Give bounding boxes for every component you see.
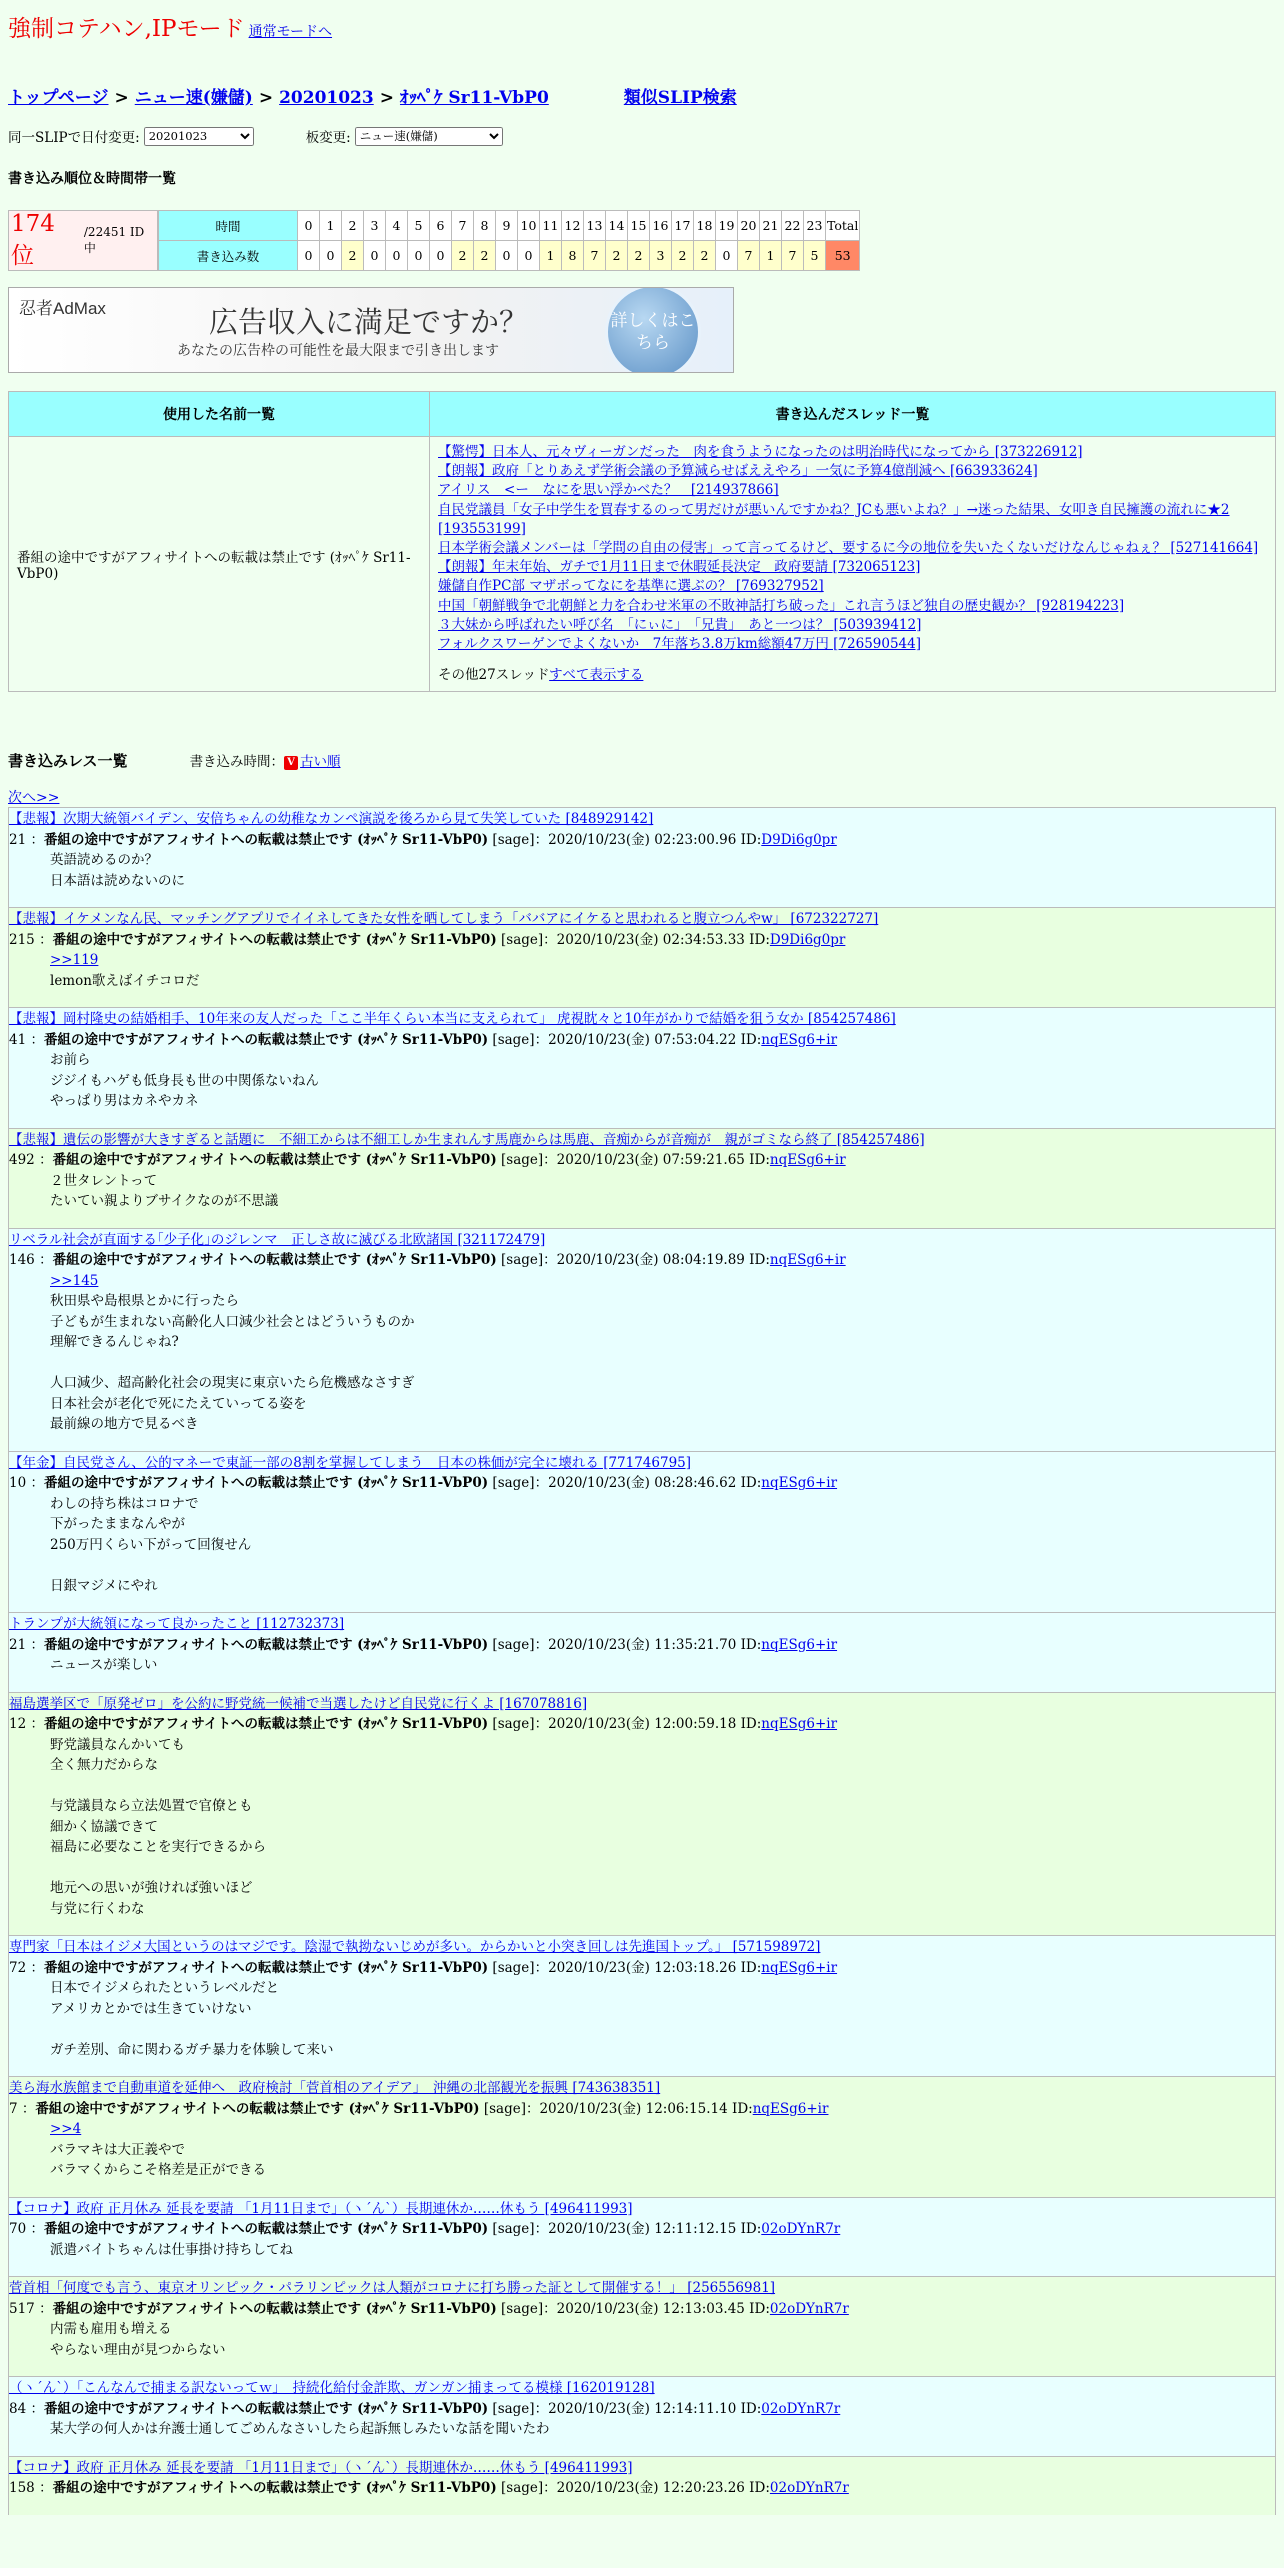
post-body <box>9 2319 1275 2360</box>
thread-link[interactable]: 【朗報】年末年始、ガチで1月11日まで休暇延長決定 政府要請 [732065123] <box>438 559 921 576</box>
post-id-link[interactable]: 02oDYnR7r <box>769 2480 849 2497</box>
post-id-link[interactable]: nqESg6+ir <box>761 1475 838 1492</box>
count-cell: 0 <box>430 241 452 271</box>
post-name: 番組の途中ですがアフィサイトへの転載は禁止です (ｵｯﾍﾟｹ Sr11-VbP0) <box>35 2100 480 2117</box>
total-value: 53 <box>826 241 860 271</box>
selector-row <box>8 126 1276 146</box>
post-meta: 517 ：番組の途中ですがアフィサイトへの転載は禁止です (ｵｯﾍﾟｹ Sr11-VbP0) [sage]：2020/10/23(金) 12:13:03.45 ID:02oDYnR7r <box>9 2300 849 2317</box>
post-line: 日本語は読めないのに <box>50 872 185 889</box>
thread-link[interactable]: 中国「朝鮮戦争で北朝鮮と力を合わせ米軍の不敗神話打ち破った」これ言うほど独自の歴史観か？ [928194223] <box>438 597 1125 614</box>
post-id-link[interactable]: nqESg6+ir <box>769 1252 846 1269</box>
post-meta: 70 ：番組の途中ですがアフィサイトへの転載は禁止です (ｵｯﾍﾟｹ Sr11-VbP0) [sage]：2020/10/23(金) 12:11:12.15 ID:02oDYnR7r <box>9 2221 841 2238</box>
hour-cell: 21 <box>760 211 782 241</box>
post-thread-link[interactable]: 菅首相「何度でも言う、東京オリンピック・パラリンピックは人類がコロナに打ち勝った証として開催する！」 [256556981] <box>9 2280 776 2297</box>
rank-cell <box>8 210 158 271</box>
post-name: 番組の途中ですがアフィサイトへの転載は禁止です (ｵｯﾍﾟｹ Sr11-VbP0) <box>43 2400 489 2417</box>
hour-cell: 19 <box>716 211 738 241</box>
hour-cell: 5 <box>408 211 430 241</box>
post-line: 日銀マジメにやれ <box>50 1577 158 1594</box>
count-cell: 7 <box>584 241 606 271</box>
post-info: [sage]：2020/10/23(金) 12:13:03.45 ID: <box>501 2300 770 2317</box>
post <box>8 2456 1276 2515</box>
sort-oldest-link[interactable]: 古い順 <box>300 754 341 771</box>
post-id-link[interactable]: nqESg6+ir <box>761 1636 838 1653</box>
date-select[interactable] <box>144 127 254 146</box>
post-line: たいてい親よりブサイクなのが不思議 <box>50 1193 279 1210</box>
count-cell: 8 <box>562 241 584 271</box>
post-line <box>50 1776 1275 1797</box>
post-anchor-link[interactable]: >>4 <box>50 2121 82 2138</box>
post-id-link[interactable]: 02oDYnR7r <box>761 2400 841 2417</box>
count-cell: 3 <box>650 241 672 271</box>
ad-details-button[interactable]: 詳しくはこちら <box>605 287 701 373</box>
post-thread <box>9 2078 1275 2099</box>
post-thread <box>9 909 1275 930</box>
responses-header <box>8 750 1276 771</box>
post-info: [sage]：2020/10/23(金) 07:53:04.22 ID: <box>492 1031 762 1048</box>
post-thread-link[interactable]: 【悲報】岡村隆史の結婚相手、10年来の友人だった「ここ半年くらい本当に支えられて」 虎視眈々と10年がかりで結婚を狙う女か [854257486] <box>9 1011 896 1028</box>
hour-cell: 9 <box>496 211 518 241</box>
post-body <box>9 2240 1275 2261</box>
post-number: 492 <box>9 1152 35 1169</box>
names-threads-table <box>8 391 1276 692</box>
post <box>8 1612 1276 1692</box>
sort-control <box>190 750 341 770</box>
post-body <box>9 1171 1275 1212</box>
post-number: 21 <box>9 831 27 848</box>
post-info: [sage]：2020/10/23(金) 02:34:53.33 ID: <box>501 931 770 948</box>
post-meta: 492 ：番組の途中ですがアフィサイトへの転載は禁止です (ｵｯﾍﾟｹ Sr11-VbP0) [sage]：2020/10/23(金) 07:59:21.65 ID:nqESg6+ir <box>9 1152 846 1169</box>
post-name: 番組の途中ですがアフィサイトへの転載は禁止です (ｵｯﾍﾟｹ Sr11-VbP0) <box>52 1152 497 1169</box>
post-line <box>50 1353 1275 1374</box>
post-meta: 215 ：番組の途中ですがアフィサイトへの転載は禁止です (ｵｯﾍﾟｹ Sr11-VbP0) [sage]：2020/10/23(金) 02:34:53.33 ID:D9Di6g0pr <box>9 931 846 948</box>
post-info: [sage]：2020/10/23(金) 12:14:11.10 ID: <box>492 2400 762 2417</box>
others-count: その他27スレッド <box>438 667 550 684</box>
count-cell: 7 <box>782 241 804 271</box>
post-name: 番組の途中ですがアフィサイトへの転載は禁止です (ｵｯﾍﾟｹ Sr11-VbP0) <box>43 1636 489 1653</box>
post-thread <box>9 2199 1275 2220</box>
count-label: 書き込み数 <box>159 241 298 271</box>
time-label: 書き込み時間： <box>189 754 285 771</box>
count-cell: 0 <box>408 241 430 271</box>
post-thread-link[interactable]: （ヽ´ん`）「こんなんで捕まる訳ないってｗ」 持続化給付金詐欺、ガンガン捕まってる模様 [162019128] <box>9 2380 655 2397</box>
post-meta: 21 ：番組の途中ですがアフィサイトへの転載は禁止です (ｵｯﾍﾟｹ Sr11-VbP0) [sage]：2020/10/23(金) 02:23:00.96 ID:D9Di6g0pr <box>9 831 837 848</box>
hour-cell: 20 <box>738 211 760 241</box>
hour-cell: 1 <box>320 211 342 241</box>
count-cell: 2 <box>628 241 650 271</box>
post-line: 250万円くらい下がって回復せん <box>50 1536 252 1553</box>
post-line: 英語読めるのか？ <box>50 852 158 869</box>
board-select[interactable] <box>355 127 503 146</box>
post-info: [sage]：2020/10/23(金) 12:03:18.26 ID: <box>492 1959 762 1976</box>
page-title: 強制コテハン,IPモード <box>8 16 245 42</box>
post-thread-link[interactable]: リベラル社会が直面する｢少子化｣のジレンマ 正しさ故に滅びる北欧諸国 [321172479] <box>9 1231 546 1248</box>
post-info: [sage]：2020/10/23(金) 12:20:23.26 ID: <box>501 2480 770 2497</box>
post-name: 番組の途中ですがアフィサイトへの転載は禁止です (ｵｯﾍﾟｹ Sr11-VbP0) <box>52 2300 497 2317</box>
post <box>8 2076 1276 2197</box>
thread-link[interactable]: 【朗報】政府「とりあえず学術会議の予算減らせばええやろ」一気に予算4億削減へ [663933624] <box>438 463 1038 480</box>
post-line: ２世タレントって <box>50 1172 158 1189</box>
post-thread <box>9 1694 1275 1715</box>
post <box>8 2197 1276 2277</box>
post-info: [sage]：2020/10/23(金) 11:35:21.70 ID: <box>492 1636 762 1653</box>
post-info: [sage]：2020/10/23(金) 07:59:21.65 ID: <box>501 1152 770 1169</box>
hour-cell: 2 <box>342 211 364 241</box>
post-id-link[interactable]: D9Di6g0pr <box>769 931 846 948</box>
next-page-link[interactable]: 次へ>> <box>8 790 60 807</box>
breadcrumb-slip[interactable]: ｵｯﾍﾟｹ Sr11-VbP0 <box>399 88 549 108</box>
thread-link[interactable]: アイリス <ー なにを思い浮かべた？ [214937866] <box>438 482 779 499</box>
count-cell: 1 <box>760 241 782 271</box>
post-number: 41 <box>9 1031 27 1048</box>
ad-title: 広告収入に満足ですか？ <box>209 307 529 339</box>
post <box>8 907 1276 1007</box>
post-line: 全く無力だからな <box>50 1757 158 1774</box>
ranking-heading: 書き込み順位＆時間帯一覧 <box>8 171 176 187</box>
post-thread-link[interactable]: 【悲報】次期大統領バイデン、安倍ちゃんの幼稚なカンペ演説を後ろから見て失笑していた [848929142] <box>9 811 654 828</box>
ad-subtitle: あなたの広告枠の可能性を最大限まで引き出します <box>177 342 499 358</box>
count-cell: 1 <box>540 241 562 271</box>
post-line: 地元への思いが強ければ強いほど <box>50 1880 253 1897</box>
ad-logo: 忍者AdMax <box>19 299 106 318</box>
post-thread-link[interactable]: 美ら海水族館まで自動車道を延伸へ 政府検討「菅首相のアイデア」 沖縄の北部観光を振興 [743638351] <box>9 2080 661 2097</box>
post-body <box>9 1494 1275 1597</box>
post-meta: 7 ：番組の途中ですがアフィサイトへの転載は禁止です (ｵｯﾍﾟｹ Sr11-VbP0) [sage]：2020/10/23(金) 12:06:15.14 ID:nqESg6+ir <box>9 2100 829 2117</box>
post-thread-link[interactable]: 【年金】自民党さん、公的マネーで東証一部の8割を掌握してしまう 日本の株価が完全に壊れる [771746795] <box>9 1454 692 1471</box>
hour-cell: 4 <box>386 211 408 241</box>
post-number: 215 <box>9 931 35 948</box>
post-thread <box>9 2378 1275 2399</box>
count-cell: 2 <box>672 241 694 271</box>
thread-list <box>438 443 1267 654</box>
post-line: やっぱり男はカネやカネ <box>50 1093 199 1110</box>
hour-cell: 23 <box>804 211 826 241</box>
post-meta: 12 ：番組の途中ですがアフィサイトへの転載は禁止です (ｵｯﾍﾟｹ Sr11-VbP0) [sage]：2020/10/23(金) 12:00:59.18 ID:nqESg6+ir <box>9 1716 838 1733</box>
hour-cell: 8 <box>474 211 496 241</box>
post-info: [sage]：2020/10/23(金) 12:00:59.18 ID: <box>492 1716 762 1733</box>
post-line: 野党議員なんかいても <box>50 1736 185 1753</box>
thread-item <box>438 501 1267 539</box>
post-line: ジジイもハゲも低身長も世の中関係ないねん <box>50 1072 319 1089</box>
post-thread <box>9 1453 1275 1474</box>
date-change-label: 同一SLIPで日付変更: <box>8 130 140 146</box>
post-meta: 146 ：番組の途中ですがアフィサイトへの転載は禁止です (ｵｯﾍﾟｹ Sr11-VbP0) [sage]：2020/10/23(金) 08:04:19.89 ID:nqESg6+ir <box>9 1252 846 1269</box>
post-line: 子どもが生まれない高齢化人口減少社会とはどういうものか <box>50 1313 415 1330</box>
post-name: 番組の途中ですがアフィサイトへの転載は禁止です (ｵｯﾍﾟｹ Sr11-VbP0) <box>43 831 489 848</box>
post <box>8 1228 1276 1451</box>
thread-item <box>438 462 1267 481</box>
normal-mode-link[interactable]: 通常モードへ <box>248 24 333 40</box>
count-cell: 2 <box>452 241 474 271</box>
count-cell: 5 <box>804 241 826 271</box>
post-thread-link[interactable]: 【悲報】イケメンなん民、マッチングアプリでイイネしてきた女性を晒してしまう「ババアにイケると思われると腹立つんやw」 [672322727] <box>9 911 879 928</box>
posts-list <box>8 807 1276 2515</box>
post-id-link[interactable]: nqESg6+ir <box>761 1716 838 1733</box>
post-name: 番組の途中ですがアフィサイトへの転載は禁止です (ｵｯﾍﾟｹ Sr11-VbP0) <box>43 1031 489 1048</box>
post-body <box>9 1050 1275 1112</box>
post-number: 21 <box>9 1636 27 1653</box>
post-line: ニュースが楽しい <box>50 1657 158 1674</box>
post-meta: 21 ：番組の途中ですがアフィサイトへの転載は禁止です (ｵｯﾍﾟｹ Sr11-VbP0) [sage]：2020/10/23(金) 11:35:21.70 ID:nqESg6+ir <box>9 1636 838 1653</box>
post-line: アメリカとかでは生きていけない <box>50 2000 252 2017</box>
post-line: 細かく協議できて <box>50 1818 158 1835</box>
post <box>8 1935 1276 2076</box>
hour-cell: 7 <box>452 211 474 241</box>
hourly-table <box>158 210 860 271</box>
post-thread <box>9 809 1275 830</box>
thread-link[interactable]: ３大妹から呼ばれたい呼び名 「にぃに」 「兄貴」 あと一つは？ [503939412] <box>438 616 922 633</box>
breadcrumb-sep: > <box>258 88 274 108</box>
post-name: 番組の途中ですがアフィサイトへの転載は禁止です (ｵｯﾍﾟｹ Sr11-VbP0) <box>43 2221 489 2238</box>
post <box>8 1451 1276 1613</box>
post <box>8 2276 1276 2376</box>
post-line: lemon歌えばイチコロだ <box>50 972 200 989</box>
post-thread-link[interactable]: 【悲報】遺伝の影響が大きすぎると話題に 不細工からは不細工しか生まれんす馬鹿からは馬鹿、音痴からが音痴が 親がゴミなら終了 [854257486] <box>9 1131 925 1148</box>
post-number: 7 <box>9 2100 18 2117</box>
post-line: 日本でイジメられたというレベルだと <box>50 1980 280 1997</box>
hour-cell: 16 <box>650 211 672 241</box>
breadcrumb-top[interactable]: トップページ <box>8 88 109 108</box>
hour-cell: 12 <box>562 211 584 241</box>
ranking-section <box>8 210 1276 271</box>
hour-cell: 15 <box>628 211 650 241</box>
count-cell: 2 <box>694 241 716 271</box>
post-line: 人口減少、超高齢化社会の現実に東京いたら危機感なさすぎ <box>50 1375 415 1392</box>
thread-item <box>438 597 1267 616</box>
post-line: 最前線の地方で見るべき <box>50 1416 199 1433</box>
post-body <box>9 1978 1275 2060</box>
post-number: 146 <box>9 1252 35 1269</box>
others-line <box>438 666 1267 685</box>
post-name: 番組の途中ですがアフィサイトへの転載は禁止です (ｵｯﾍﾟｹ Sr11-VbP0) <box>52 1252 497 1269</box>
post-number: 12 <box>9 1716 27 1733</box>
hour-cell: 18 <box>694 211 716 241</box>
count-cell: 7 <box>738 241 760 271</box>
thread-link[interactable]: 嫌儲自作PC部 マザボってなにを基準に選ぶの？ [769327952] <box>438 578 824 595</box>
threads-column-header: 書き込んだスレッド一覧 <box>430 392 1276 437</box>
post <box>8 2376 1276 2456</box>
post-body <box>9 1735 1275 1920</box>
post-line <box>50 1858 1275 1879</box>
post-thread <box>9 1009 1275 1030</box>
post <box>8 807 1276 907</box>
post-thread-link[interactable]: 福島選挙区で「原発ゼロ」を公約に野党統一候補で当選したけど自民党に行くよ [167078816] <box>9 1695 588 1712</box>
post-number: 517 <box>9 2300 35 2317</box>
post-meta: 158 ：番組の途中ですがアフィサイトへの転載は禁止です (ｵｯﾍﾟｹ Sr11-VbP0) [sage]：2020/10/23(金) 12:20:23.26 ID:02oDYnR7r <box>9 2480 849 2497</box>
post-body <box>9 1655 1275 1676</box>
post-info: [sage]：2020/10/23(金) 02:23:00.96 ID: <box>492 831 762 848</box>
post-line: 日本社会が老化で死にたえていってる姿を <box>50 1395 307 1412</box>
names-column-header: 使用した名前一覧 <box>9 392 430 437</box>
thread-item <box>438 635 1267 654</box>
count-row <box>159 241 860 271</box>
post-info: [sage]：2020/10/23(金) 12:06:15.14 ID: <box>483 2100 753 2117</box>
hour-cell: 11 <box>540 211 562 241</box>
count-cell: 0 <box>496 241 518 271</box>
post-line: 下がったままなんやが <box>50 1516 185 1533</box>
post-line: 福島に必要なことを実行できるから <box>50 1839 266 1856</box>
post-id-link[interactable]: 02oDYnR7r <box>769 2300 849 2317</box>
breadcrumb-date[interactable]: 20201023 <box>279 88 374 108</box>
post-thread <box>9 1130 1275 1151</box>
rank-total: /22451 ID中 <box>83 225 145 255</box>
breadcrumb-board[interactable]: ニュー速(嫌儲) <box>134 88 253 108</box>
post-number: 72 <box>9 1959 27 1976</box>
responses-heading: 書き込みレス一覧 <box>8 752 128 771</box>
thread-item <box>438 481 1267 500</box>
post-info: [sage]：2020/10/23(金) 12:11:12.15 ID: <box>492 2221 762 2238</box>
used-name: 番組の途中ですがアフィサイトへの転載は禁止です (ｵｯﾍﾟｹ Sr11-VbP0) <box>9 437 430 692</box>
post-info: [sage]：2020/10/23(金) 08:04:19.89 ID: <box>501 1252 770 1269</box>
post-thread <box>9 1937 1275 1958</box>
thread-item <box>438 577 1267 596</box>
thread-link[interactable]: 日本学術会議メンバーは「学問の自由の侵害」って言ってるけど、要するに今の地位を失いたくないだけなんじゃねぇ？ [527141664] <box>438 540 1259 557</box>
hour-cell: 22 <box>782 211 804 241</box>
count-cell: 0 <box>518 241 540 271</box>
post-meta: 72 ：番組の途中ですがアフィサイトへの転載は禁止です (ｵｯﾍﾟｹ Sr11-VbP0) [sage]：2020/10/23(金) 12:03:18.26 ID:nqESg6+ir <box>9 1959 838 1976</box>
post-name: 番組の途中ですがアフィサイトへの転載は禁止です (ｵｯﾍﾟｹ Sr11-VbP0) <box>52 2480 497 2497</box>
post <box>8 1128 1276 1228</box>
post-body <box>9 2119 1275 2181</box>
post-name: 番組の途中ですがアフィサイトへの転載は禁止です (ｵｯﾍﾟｹ Sr11-VbP0) <box>52 931 497 948</box>
post <box>8 1007 1276 1128</box>
total-label: Total <box>826 211 860 241</box>
thread-link[interactable]: 【驚愕】日本人、元々ヴィーガンだった 肉を食うようになったのは明治時代になってから [373226912] <box>438 444 1083 460</box>
thread-item <box>438 616 1267 635</box>
post-anchor-line <box>50 1271 1275 1292</box>
post-line: ガチ差別、命に関わるガチ暴力を体験して来い <box>50 2041 334 2058</box>
post-anchor-link[interactable]: >>119 <box>50 952 99 969</box>
post-line: 某大学の何人かは弁護士通してごめんなさいしたら起訴無しみたいな話を聞いたわ <box>50 2421 550 2438</box>
post-number: 84 <box>9 2400 27 2417</box>
count-cell: 0 <box>320 241 342 271</box>
thread-item <box>438 443 1267 462</box>
post-line: 内需も雇用も増える <box>50 2321 172 2338</box>
hour-cell: 10 <box>518 211 540 241</box>
post-line: 秋田県や島根県とかに行ったら <box>50 1293 239 1310</box>
page-header <box>8 0 1276 43</box>
post-thread-link[interactable]: 専門家「日本はイジメ大国というのはマジです。陰湿で執拗ないじめが多い。からかいと小突き回しは先進国トップ。」 [571598972] <box>9 1939 821 1956</box>
post-id-link[interactable]: nqESg6+ir <box>769 1152 846 1169</box>
hour-row <box>159 211 860 241</box>
post-number: 10 <box>9 1475 27 1492</box>
count-cell: 0 <box>716 241 738 271</box>
count-cell: 2 <box>474 241 496 271</box>
post-line: バラマくからこそ格差是正ができる <box>50 2162 266 2179</box>
count-cell: 2 <box>606 241 628 271</box>
post-id-link[interactable]: nqESg6+ir <box>761 1031 838 1048</box>
post-anchor-link[interactable]: >>145 <box>50 1272 99 1289</box>
thread-item <box>438 539 1267 558</box>
post-line: やらない理由が見つからない <box>50 2341 226 2358</box>
post-name: 番組の途中ですがアフィサイトへの転載は禁止です (ｵｯﾍﾟｹ Sr11-VbP0) <box>43 1959 489 1976</box>
thread-list-cell <box>430 437 1276 692</box>
post-line: わしの持ち株はコロナで <box>50 1495 199 1512</box>
post-line: 派遣バイトちゃんは仕事掛け持ちしてね <box>50 2241 293 2258</box>
post-line <box>50 1555 1275 1576</box>
breadcrumb-sep: > <box>379 88 394 108</box>
post-thread-link[interactable]: 【コロナ】政府 正月休み 延長を要請 「1月11日まで」（ヽ´ん`）長期連休か……休もう [496411993] <box>9 2459 633 2476</box>
hour-cell: 13 <box>584 211 606 241</box>
show-all-link[interactable]: すべて表示する <box>549 667 644 684</box>
post-thread <box>9 1614 1275 1635</box>
post-thread <box>9 2278 1275 2299</box>
count-cell: 2 <box>342 241 364 271</box>
count-cell: 0 <box>364 241 386 271</box>
post-thread-link[interactable]: トランプが大統領になって良かったこと [112732373] <box>9 1616 345 1633</box>
post-line: バラマキは大正義やで <box>50 2141 185 2158</box>
similar-slip-link[interactable]: 類似SLIP検索 <box>623 88 737 108</box>
thread-link[interactable]: フォルクスワーゲンでよくないか 7年落ち3.8万km総額47万円 [726590544] <box>438 636 921 653</box>
post-meta: 84 ：番組の途中ですがアフィサイトへの転載は禁止です (ｵｯﾍﾟｹ Sr11-VbP0) [sage]：2020/10/23(金) 12:14:11.10 ID:02oDYnR7r <box>9 2400 841 2417</box>
post-id-link[interactable]: nqESg6+ir <box>761 1959 838 1976</box>
post-id-link[interactable]: nqESg6+ir <box>752 2100 829 2117</box>
post-name: 番組の途中ですがアフィサイトへの転載は禁止です (ｵｯﾍﾟｹ Sr11-VbP0) <box>43 1475 489 1492</box>
post-number: 158 <box>9 2480 35 2497</box>
post-body <box>9 950 1275 991</box>
rank-position: 174 位 <box>11 211 55 269</box>
breadcrumb <box>8 83 1276 108</box>
hour-cell: 6 <box>430 211 452 241</box>
count-cell: 0 <box>386 241 408 271</box>
ad-banner[interactable] <box>8 287 734 373</box>
post-thread <box>9 2458 1275 2479</box>
post-body <box>9 1271 1275 1435</box>
count-cell: 0 <box>298 241 320 271</box>
post-id-link[interactable]: 02oDYnR7r <box>761 2221 841 2238</box>
time-label: 時間 <box>159 211 298 241</box>
post-line: 理解できるんじゃね? <box>50 1334 179 1351</box>
board-change-label: 板変更: <box>305 130 351 146</box>
thread-item <box>438 558 1267 577</box>
post-line <box>50 2019 1275 2040</box>
sort-arrow-icon: V <box>284 756 298 770</box>
post-info: [sage]：2020/10/23(金) 08:28:46.62 ID: <box>492 1475 762 1492</box>
post-thread-link[interactable]: 【コロナ】政府 正月休み 延長を要請 「1月11日まで」（ヽ´ん`）長期連休か……休もう [496411993] <box>9 2200 633 2217</box>
post-body <box>9 2419 1275 2440</box>
hour-cell: 14 <box>606 211 628 241</box>
hour-cell: 0 <box>298 211 320 241</box>
breadcrumb-sep: > <box>114 88 129 108</box>
post-line: 与党に行くわな <box>50 1900 145 1917</box>
post-anchor-line <box>50 2119 1275 2140</box>
post-line: 与党議員なら立法処置で官僚とも <box>50 1798 253 1815</box>
post-body <box>9 850 1275 891</box>
post-anchor-line <box>50 950 1275 971</box>
post-line: お前ら <box>50 1052 91 1069</box>
hour-cell: 3 <box>364 211 386 241</box>
post-thread <box>9 1230 1275 1251</box>
hour-cell: 17 <box>672 211 694 241</box>
post-meta: 41 ：番組の途中ですがアフィサイトへの転載は禁止です (ｵｯﾍﾟｹ Sr11-VbP0) [sage]：2020/10/23(金) 07:53:04.22 ID:nqESg6+ir <box>9 1031 838 1048</box>
post-id-link[interactable]: D9Di6g0pr <box>761 831 837 848</box>
thread-link[interactable]: 自民党議員「女子中学生を買春するのって男だけが悪いんですかね？JCも悪いよね？」→迷った結果、女叩き自民擁護の流れに★2 [193553199] <box>438 501 1230 537</box>
post-number: 70 <box>9 2221 27 2238</box>
post-meta: 10 ：番組の途中ですがアフィサイトへの転載は禁止です (ｵｯﾍﾟｹ Sr11-VbP0) [sage]：2020/10/23(金) 08:28:46.62 ID:nqESg6+ir <box>9 1475 838 1492</box>
post-name: 番組の途中ですがアフィサイトへの転載は禁止です (ｵｯﾍﾟｹ Sr11-VbP0) <box>43 1716 489 1733</box>
post <box>8 1692 1276 1936</box>
